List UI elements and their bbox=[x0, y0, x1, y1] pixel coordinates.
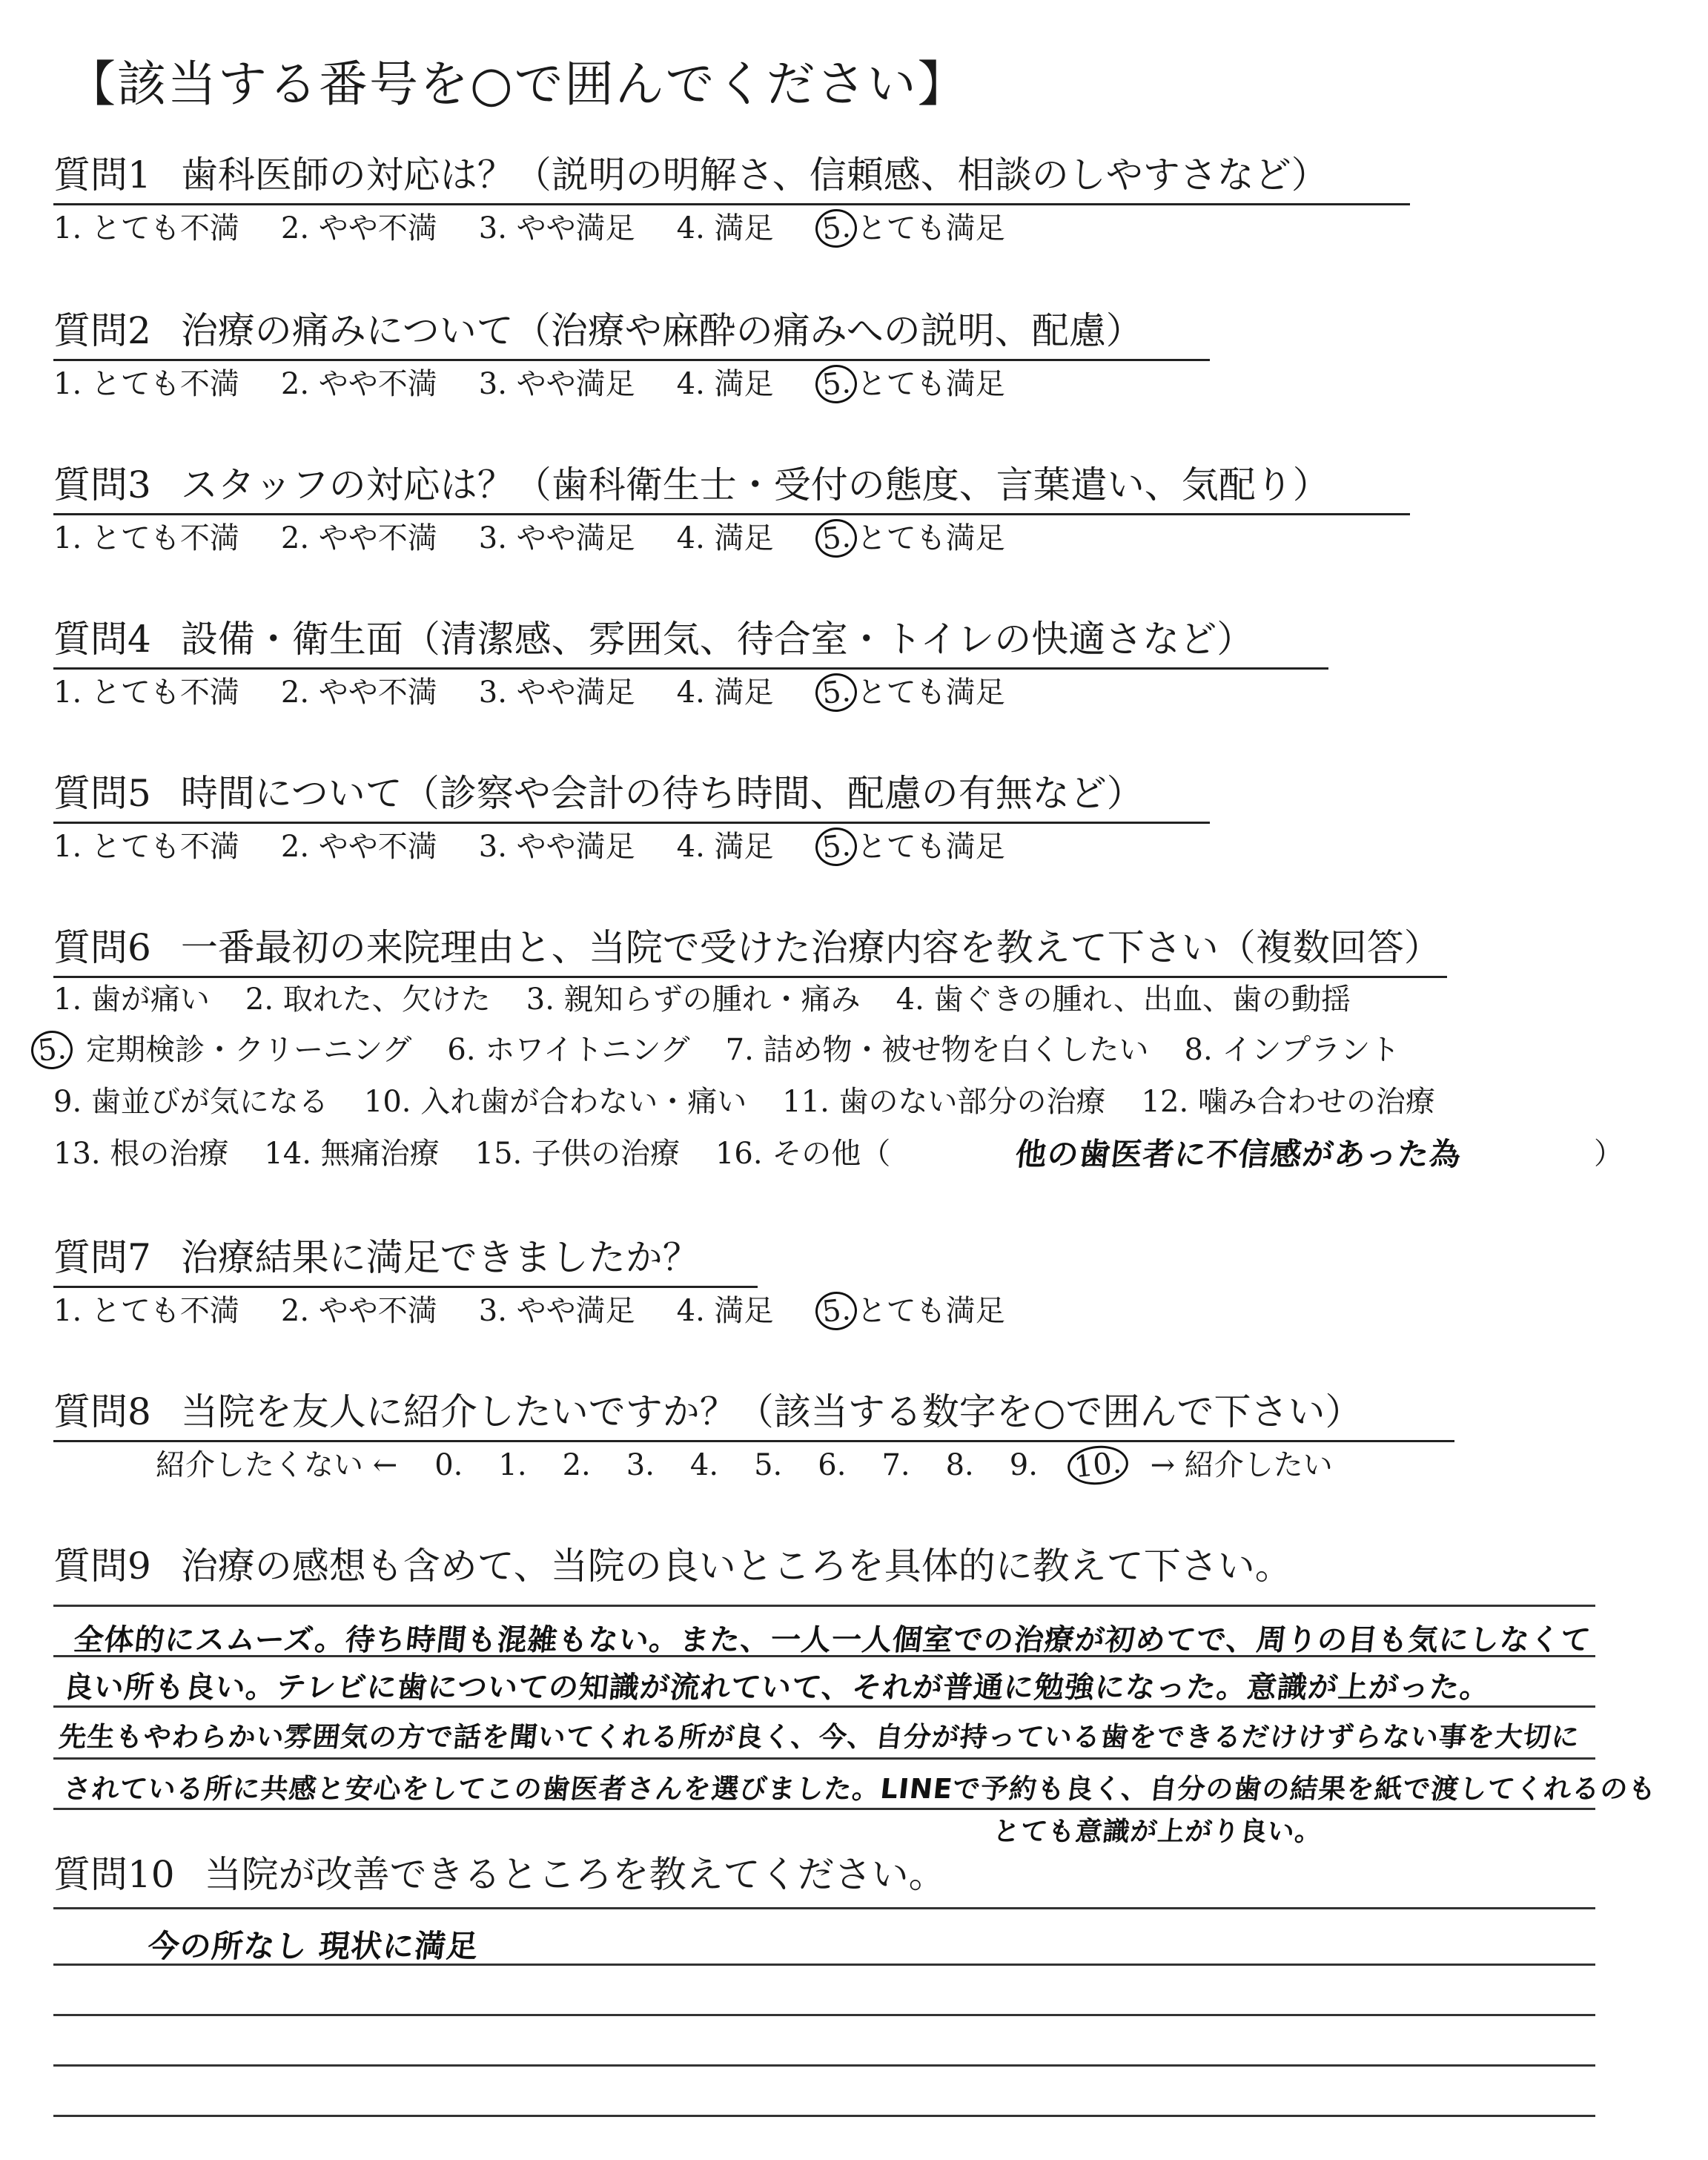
reason-option[interactable]: 10. 入れ歯が合わない・痛い bbox=[363, 1085, 747, 1119]
scale-number[interactable]: 9. bbox=[1009, 1448, 1038, 1482]
selected-circle-5[interactable]: 5. bbox=[813, 825, 858, 868]
question-6-row-4 bbox=[53, 1130, 890, 1172]
option-3[interactable]: 3. やや満足 bbox=[478, 676, 635, 710]
reason-option-other[interactable]: 16. その他（ bbox=[715, 1137, 891, 1171]
selected-circle-5[interactable]: 5. bbox=[813, 207, 858, 250]
question-5-header bbox=[53, 764, 1210, 824]
q10-answer: 今の所なし 現状に満足 bbox=[146, 1928, 480, 1964]
option-2[interactable]: 2. やや不満 bbox=[280, 676, 437, 710]
option-5-label: とても満足 bbox=[856, 676, 1005, 710]
reason-option[interactable]: 13. 根の治療 bbox=[53, 1137, 229, 1171]
question-1-number: 質問1 bbox=[53, 153, 151, 196]
scale-number[interactable]: 1. bbox=[498, 1448, 527, 1482]
answer-line bbox=[53, 1907, 1595, 1909]
selected-circle-5[interactable]: 5. bbox=[813, 1289, 858, 1332]
option-3[interactable]: 3. やや満足 bbox=[478, 367, 635, 401]
answer-line bbox=[53, 1605, 1595, 1607]
option-5-label: とても満足 bbox=[856, 367, 1005, 401]
question-9-header bbox=[53, 1536, 1292, 1590]
selected-circle-5[interactable]: 5. bbox=[813, 671, 858, 714]
selected-circle-5[interactable]: 5. bbox=[29, 1028, 74, 1071]
reason-option[interactable]: 定期検診・クリーニング bbox=[86, 1033, 412, 1067]
question-3-number: 質問3 bbox=[53, 463, 151, 506]
other-close-paren: ） bbox=[1594, 1137, 1623, 1171]
scale-number[interactable]: 0. bbox=[434, 1448, 463, 1482]
question-2-text: 治療の痛みについて（治療や麻酔の痛みへの説明、配慮） bbox=[180, 309, 1143, 352]
question-9-number: 質問9 bbox=[53, 1545, 151, 1588]
answer-line bbox=[53, 2115, 1595, 2117]
option-3[interactable]: 3. やや満足 bbox=[478, 211, 635, 245]
question-6-row-3 bbox=[53, 1078, 1471, 1120]
question-6-row-1 bbox=[53, 976, 1386, 1018]
reason-option[interactable]: 7. 詰め物・被せ物を白くしたい bbox=[725, 1033, 1149, 1067]
question-10-text: 当院が改善できるところを教えてください。 bbox=[204, 1853, 946, 1896]
option-4[interactable]: 4. 満足 bbox=[676, 1294, 774, 1328]
reason-option[interactable]: 3. 親知らずの腫れ・痛み bbox=[526, 982, 861, 1017]
reason-option[interactable]: 2. 取れた、欠けた bbox=[245, 982, 491, 1017]
option-1[interactable]: 1. とても不満 bbox=[53, 367, 239, 401]
answer-line bbox=[53, 2014, 1595, 2016]
answer-line bbox=[53, 1705, 1595, 1708]
q9-answer-line-5: とても意識が上がり良い。 bbox=[991, 1817, 1324, 1847]
option-2[interactable]: 2. やや不満 bbox=[280, 211, 437, 245]
option-2[interactable]: 2. やや不満 bbox=[280, 521, 437, 555]
question-1-options bbox=[53, 205, 1005, 248]
option-5-label: とても満足 bbox=[856, 211, 1005, 245]
question-8-text: 当院を友人に紹介したいですか？（該当する数字を○で囲んで下さい） bbox=[180, 1390, 1363, 1433]
question-6-row-2 bbox=[31, 1026, 1435, 1069]
question-10-header bbox=[53, 1845, 946, 1898]
option-3[interactable]: 3. やや満足 bbox=[478, 521, 635, 555]
option-2[interactable]: 2. やや不満 bbox=[280, 1294, 437, 1328]
option-1[interactable]: 1. とても不満 bbox=[53, 211, 239, 245]
option-1[interactable]: 1. とても不満 bbox=[53, 521, 239, 555]
q9-answer-line-3: 先生もやわらかい雰囲気の方で話を聞いてくれる所が良く、今、自分が持っている歯をできるだけけずらない事を大切に bbox=[57, 1721, 1582, 1753]
question-7-options bbox=[53, 1287, 1005, 1330]
scale-number[interactable]: 5. bbox=[754, 1448, 783, 1482]
question-6-text: 一番最初の来院理由と、当院で受けた治療内容を教えて下さい（複数回答） bbox=[180, 926, 1441, 969]
reason-option[interactable]: 14. 無痛治療 bbox=[264, 1137, 440, 1171]
question-4-text: 設備・衛生面（清潔感、雰囲気、待合室・トイレの快適さなど） bbox=[180, 618, 1254, 661]
reason-option[interactable]: 9. 歯並びが気になる bbox=[53, 1085, 328, 1119]
question-8-scale bbox=[156, 1441, 1333, 1484]
reason-option[interactable]: 12. 噛み合わせの治療 bbox=[1141, 1085, 1435, 1119]
selected-circle-10[interactable]: 10. bbox=[1065, 1443, 1130, 1487]
option-4[interactable]: 4. 満足 bbox=[676, 367, 774, 401]
option-5-label: とても満足 bbox=[856, 521, 1005, 555]
option-3[interactable]: 3. やや満足 bbox=[478, 1294, 635, 1328]
question-7-header bbox=[53, 1228, 758, 1288]
question-7-text: 治療結果に満足できましたか？ bbox=[180, 1236, 700, 1279]
option-3[interactable]: 3. やや満足 bbox=[478, 830, 635, 864]
option-4[interactable]: 4. 満足 bbox=[676, 676, 774, 710]
question-4-number: 質問4 bbox=[53, 618, 151, 661]
option-1[interactable]: 1. とても不満 bbox=[53, 1294, 239, 1328]
reason-option[interactable]: 1. 歯が痛い bbox=[53, 982, 210, 1017]
reason-option[interactable]: 6. ホワイトニング bbox=[447, 1033, 690, 1067]
option-4[interactable]: 4. 満足 bbox=[676, 830, 774, 864]
answer-line bbox=[53, 1964, 1595, 1966]
answer-line bbox=[53, 1808, 1595, 1810]
answer-line bbox=[53, 1655, 1595, 1657]
option-2[interactable]: 2. やや不満 bbox=[280, 830, 437, 864]
option-1[interactable]: 1. とても不満 bbox=[53, 830, 239, 864]
reason-option[interactable]: 8. インプラント bbox=[1184, 1033, 1400, 1067]
question-2-options bbox=[53, 360, 1005, 403]
question-8-number: 質問8 bbox=[53, 1390, 151, 1433]
question-8-header bbox=[53, 1382, 1454, 1442]
scale-number[interactable]: 3. bbox=[626, 1448, 655, 1482]
question-3-text: スタッフの対応は？（歯科衛生士・受付の態度、言葉遣い、気配り） bbox=[180, 463, 1330, 506]
reason-option[interactable]: 15. 子供の治療 bbox=[474, 1137, 680, 1171]
option-4[interactable]: 4. 満足 bbox=[676, 521, 774, 555]
option-5-label: とても満足 bbox=[856, 830, 1005, 864]
question-5-number: 質問5 bbox=[53, 772, 151, 815]
question-4-header bbox=[53, 610, 1328, 670]
question-5-options bbox=[53, 823, 1005, 866]
question-1-header bbox=[53, 145, 1410, 205]
question-2-header bbox=[53, 301, 1210, 361]
question-6-header bbox=[53, 918, 1447, 978]
option-2[interactable]: 2. やや不満 bbox=[280, 367, 437, 401]
scale-number[interactable]: 6. bbox=[818, 1448, 847, 1482]
scale-number[interactable]: 2. bbox=[562, 1448, 591, 1482]
answer-line bbox=[53, 1757, 1595, 1760]
question-6-number: 質問6 bbox=[53, 926, 151, 969]
q9-answer-line-4: されている所に共感と安心をしてこの歯医者さんを選びました。LINEで予約も良く、自分の歯の結果を紙で渡してくれるのも bbox=[62, 1773, 1658, 1805]
q9-answer-line-2: 良い所も良い。テレビに歯についての知識が流れていて、それが普通に勉強になった。意識が上がった。 bbox=[62, 1671, 1492, 1705]
other-handwritten-answer: 他の歯医者に不信感があった為 bbox=[1013, 1136, 1463, 1172]
reason-option[interactable]: 11. 歯のない部分の治療 bbox=[782, 1085, 1106, 1119]
q9-answer-line-1: 全体的にスムーズ。待ち時間も混雑もない。また、一人一人個室での治療が初めてで、周りの目も気にしなくて bbox=[72, 1623, 1593, 1657]
option-5-label: とても満足 bbox=[856, 1294, 1005, 1328]
question-4-options bbox=[53, 669, 1005, 712]
question-7-number: 質問7 bbox=[53, 1236, 151, 1279]
scale-right-label: → 紹介したい bbox=[1150, 1448, 1333, 1482]
selected-circle-5[interactable]: 5. bbox=[813, 517, 858, 560]
question-9-text: 治療の感想も含めて、当院の良いところを具体的に教えて下さい。 bbox=[180, 1545, 1292, 1588]
question-3-header bbox=[53, 455, 1410, 515]
form-title: 【該当する番号を○で囲んでください】 bbox=[67, 56, 968, 113]
reason-option[interactable]: 4. 歯ぐきの腫れ、出血、歯の動揺 bbox=[896, 982, 1351, 1017]
answer-line bbox=[53, 2064, 1595, 2067]
scale-number[interactable]: 7. bbox=[881, 1448, 910, 1482]
question-5-text: 時間について（診察や会計の待ち時間、配慮の有無など） bbox=[180, 772, 1144, 815]
option-4[interactable]: 4. 満足 bbox=[676, 211, 774, 245]
question-3-options bbox=[53, 515, 1005, 558]
selected-circle-5[interactable]: 5. bbox=[813, 363, 858, 406]
option-1[interactable]: 1. とても不満 bbox=[53, 676, 239, 710]
question-10-number: 質問10 bbox=[53, 1853, 175, 1896]
question-1-text: 歯科医師の対応は？（説明の明解さ、信頼感、相談のしやすさなど） bbox=[180, 153, 1328, 196]
scale-left-label: 紹介したくない ← bbox=[156, 1448, 398, 1482]
question-2-number: 質問2 bbox=[53, 309, 151, 352]
scale-number[interactable]: 8. bbox=[945, 1448, 974, 1482]
scale-number[interactable]: 4. bbox=[689, 1448, 719, 1482]
